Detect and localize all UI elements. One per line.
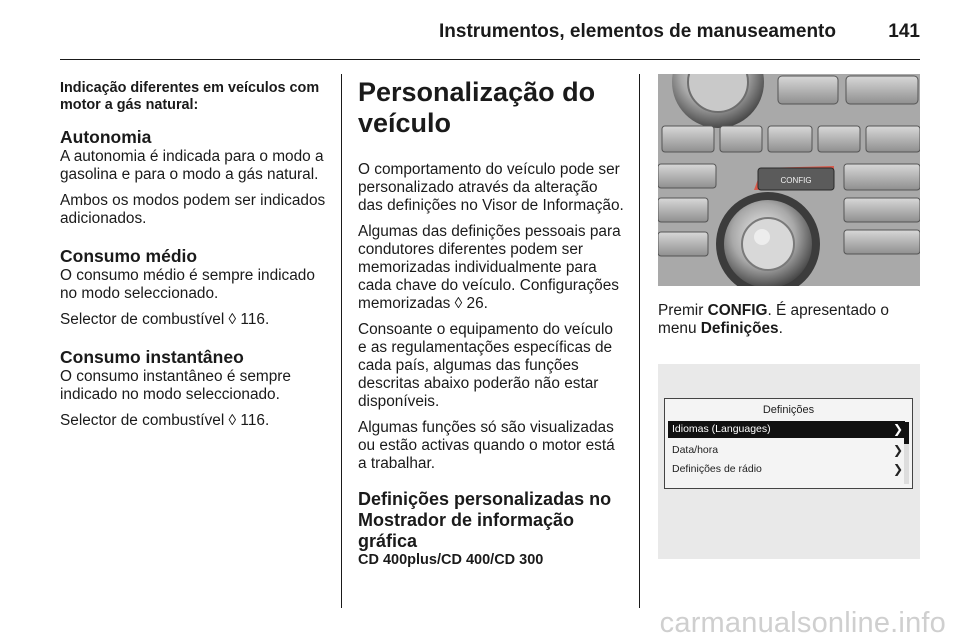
section-heading-consumo-medio: Consumo médio (60, 246, 198, 266)
paragraph: O consumo instantâneo é sempre indicado no modo seleccionado. (60, 368, 291, 403)
caption-menu-name: Definições (700, 320, 779, 337)
menu-item-idiomas[interactable] (668, 421, 905, 438)
section-heading-consumo-instantaneo: Consumo instantâneo (60, 347, 244, 367)
cross-reference-link[interactable]: Selector de combustível ◊ 116. (60, 412, 270, 429)
caption-text: . (778, 320, 783, 337)
page-heading: Personalização do veículo (358, 77, 596, 138)
menu-item-label: Data/hora (672, 444, 719, 456)
console-illustration (658, 74, 920, 286)
menu-item-label: Definições de rádio (672, 463, 762, 475)
models-line: CD 400plus/CD 400/CD 300 (358, 552, 544, 568)
page-number: 141 (888, 21, 920, 42)
watermark: carmanualsonline.info (659, 607, 946, 639)
caption-button-name: CONFIG (707, 302, 768, 319)
photo-caption (658, 302, 920, 338)
paragraph: O comportamento do veículo pode ser personalizado através da alteração das definições no Visor de Informação. (358, 161, 624, 214)
config-button-label: CONFIG (780, 176, 812, 185)
info-display-illustration (658, 364, 920, 559)
paragraph: Algumas funções só são visualizadas ou estão activas quando o motor está a trabalhar. (358, 419, 615, 472)
running-header-title: Instrumentos, elementos de manuseamento (439, 21, 836, 42)
paragraph: A autonomia é indicada para o modo a gasolina e para o modo a gás natural. (60, 148, 324, 183)
menu-item-data-hora[interactable] (668, 442, 905, 459)
column-divider-right (639, 74, 640, 608)
display-scrollbar (904, 422, 909, 484)
menu-item-label: Idiomas (Languages) (672, 423, 771, 435)
menu-item-definicoes-radio[interactable] (668, 461, 905, 478)
left-column (60, 80, 328, 438)
lead-note: Indicação diferentes em veículos com motor a gás natural: (60, 80, 320, 113)
config-button-photo (658, 74, 920, 286)
chevron-right-icon: ❯ (892, 443, 903, 457)
cross-reference-link[interactable]: Selector de combustível ◊ 116. (60, 311, 270, 328)
header-rule (60, 59, 920, 60)
paragraph-with-cross-reference[interactable]: Algumas das definições pessoais para condutores diferentes podem ser memorizadas individualmente para cada chave do veículo. Configurações memorizadas ◊ 26. (358, 223, 621, 312)
section-heading-autonomia: Autonomia (60, 127, 152, 147)
paragraph: O consumo médio é sempre indicado no modo seleccionado. (60, 267, 315, 302)
caption-text: . É apresentado o menu (658, 302, 889, 337)
chevron-right-icon: ❯ (892, 422, 903, 436)
column-divider-left (341, 74, 342, 608)
display-scroll-thumb (904, 422, 909, 444)
display-menu-title: Definições (762, 404, 815, 416)
chevron-right-icon: ❯ (892, 462, 903, 476)
paragraph: Consoante o equipamento do veículo e as regulamentações específicas de cada país, algumas das funções descritas abaixo poderão não estar disponíveis. (358, 321, 613, 410)
display-screen (664, 398, 913, 489)
section-heading-definicoes-personalizadas: Definições personalizadas no Mostrador de informação gráfica (358, 489, 612, 551)
middle-column (358, 77, 624, 569)
caption-text: Premir (658, 302, 708, 319)
paragraph: Ambos os modos podem ser indicados adicionados. (60, 192, 326, 227)
